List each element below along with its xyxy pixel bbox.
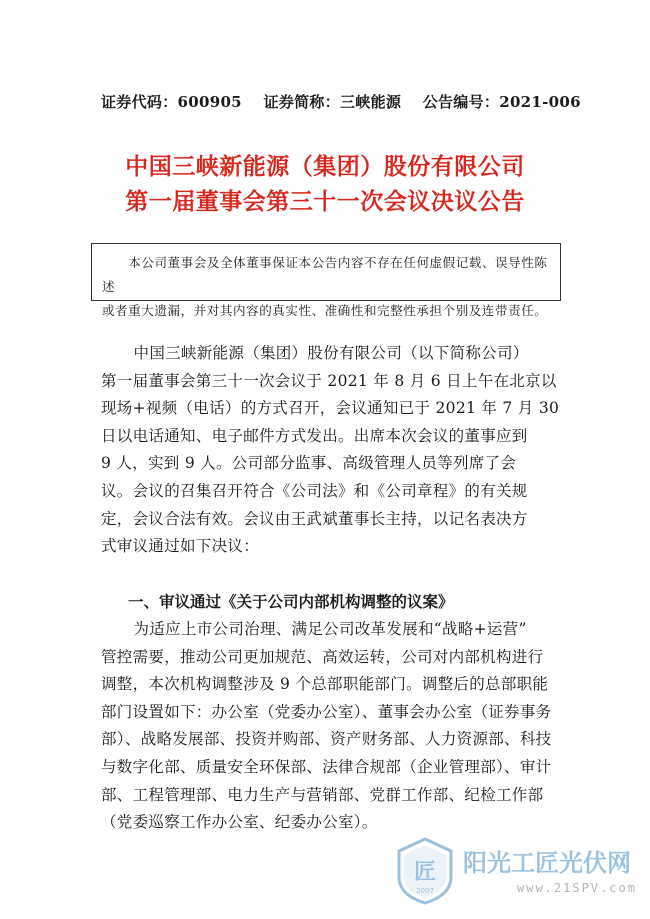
announcement-number: 公告编号：2021-006 (422, 93, 581, 111)
stock-short-name: 证券简称：三峡能源 (263, 93, 402, 111)
watermark-site-name: 阳光工匠光伏网 (463, 849, 631, 877)
announcement-header (101, 91, 581, 112)
paragraph-line: 与数字化部、质量安全环保部、法律合规部（企业管理部）、审计 (101, 757, 552, 776)
paragraph-line: 式审议通过如下决议： (101, 537, 260, 556)
disclaimer-line-1: 本公司董事会及全体董事保证本公告内容不存在任何虚假记载、误导性陈述 (102, 255, 548, 294)
paragraph-line: 日以电话通知、电子邮件方式发出。出席本次会议的董事应到 (101, 426, 528, 445)
paragraph-line: 中国三峡新能源（集团）股份有限公司（以下简称公司） (133, 344, 529, 362)
section-heading-1: 一、审议通过《关于公司内部机构调整的议案》 (128, 593, 454, 611)
watermark-url: www.21SPV.com (517, 881, 637, 895)
paragraph-line: 部）、战略发展部、投资并购部、资产财务部、人力资源部、科技 (101, 730, 552, 749)
site-watermark (395, 833, 645, 913)
paragraph-line: 管控需要，推动公司更加规范、高效运转，公司对内部机构进行 (101, 647, 544, 666)
paragraph-line: 部门设置如下：办公室（党委办公室）、董事会办公室（证券事务 (101, 702, 552, 721)
watermark-logo-text: 匠 (413, 860, 437, 885)
document-title-line-1: 中国三峡新能源（集团）股份有限公司 (125, 154, 525, 180)
paragraph-line: 部、工程管理部、电力生产与营销部、党群工作部、纪检工作部 (101, 785, 544, 804)
restructuring-paragraph (101, 616, 553, 837)
disclaimer-line-2: 或者重大遗漏，并对其内容的真实性、准确性和完整性承担个别及连带责任。 (102, 303, 548, 318)
paragraph-line: 现场+视频（电话）的方式召开，会议通知已于 2021 年 7 月 30 (101, 399, 560, 418)
disclaimer-box (91, 243, 561, 318)
meeting-intro-paragraph (101, 340, 560, 561)
paragraph-line: 议。会议的召集召开符合《公司法》和《公司章程》的有关规 (101, 481, 528, 500)
paragraph-line: 9 人，实到 9 人。公司部分监事、高级管理人员等列席了会 (101, 454, 517, 473)
paragraph-line: 调整，本次机构调整涉及 9 个总部职能部门。调整后的总部职能 (101, 675, 549, 694)
paragraph-line: 为适应上市公司治理、满足公司改革发展和“战略+运营” (133, 620, 527, 638)
paragraph-line: 第一届董事会第三十一次会议于 2021 年 8 月 6 日上午在北京以 (101, 371, 557, 390)
stock-code: 证券代码：600905 (101, 93, 242, 111)
document-title-line-2: 第一届董事会第三十一次会议决议公告 (125, 189, 525, 215)
paragraph-line: （党委巡察工作办公室、纪委办公室）。 (101, 813, 378, 832)
paragraph-line: 定，会议合法有效。会议由王武斌董事长主持，以记名表决方 (101, 509, 528, 528)
watermark-logo-year: 2007 (416, 887, 434, 895)
watermark-logo-icon (395, 837, 455, 905)
